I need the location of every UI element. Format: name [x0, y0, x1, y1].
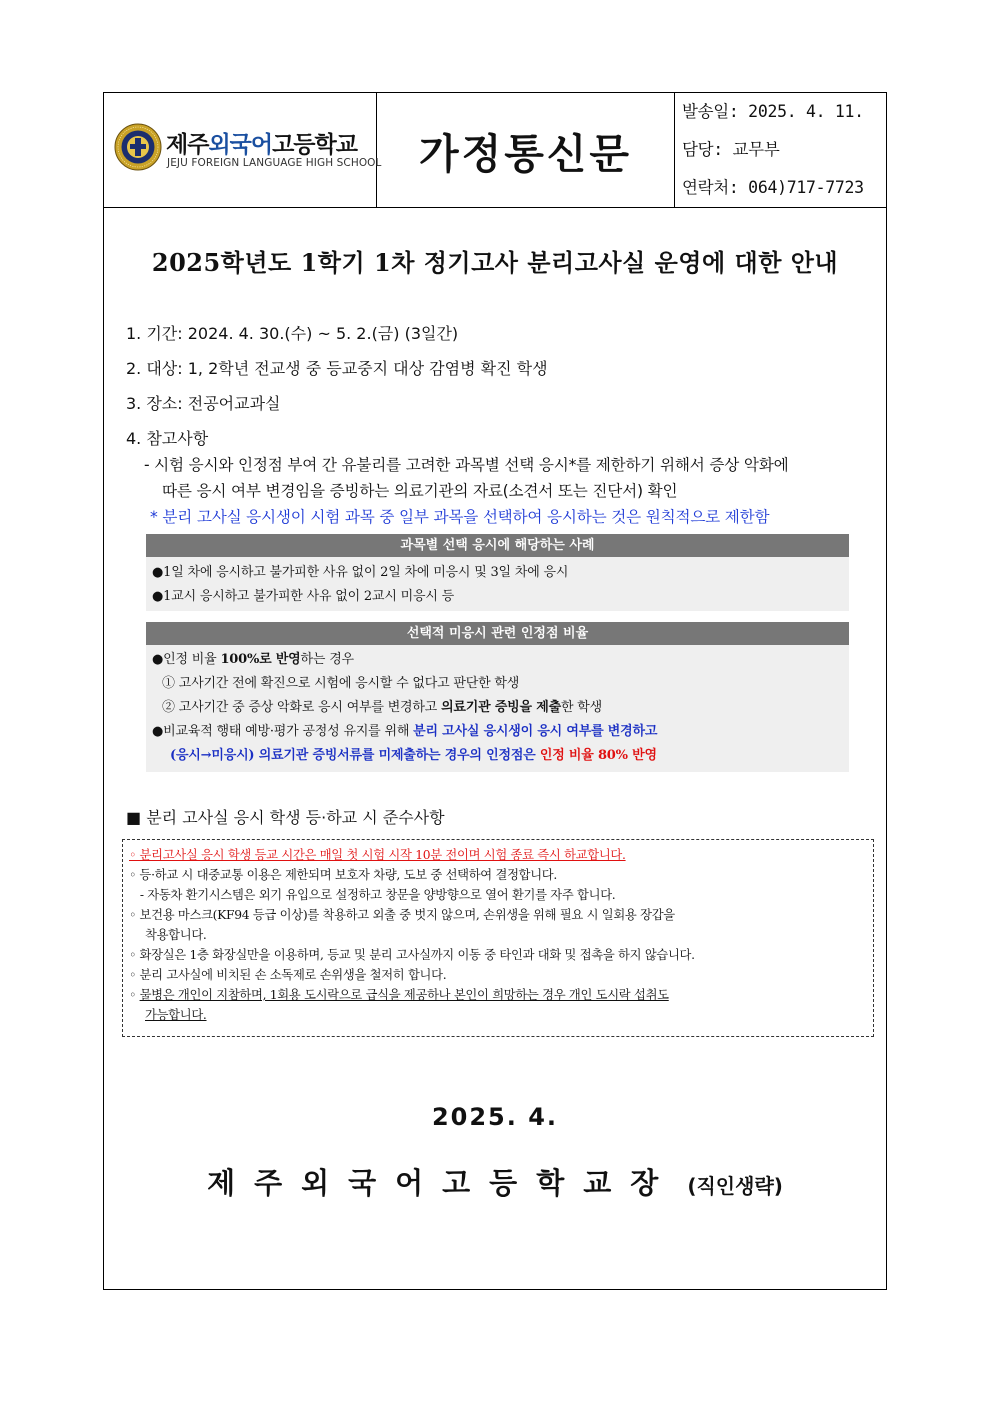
case-line: ●1일 차에 응시하고 불가피한 사유 없이 2일 차에 미응시 및 3일 차에 응시	[152, 565, 569, 580]
item-period: 1. 기간: 2024. 4. 30.(수) ~ 5. 2.(금) (3일간)	[126, 324, 459, 343]
rule-line: ◦ 분리 고사실에 비치된 손 소독제로 손위생을 철저히 합니다.	[129, 968, 447, 982]
box-heading: 과목별 선택 응시에 해당하는 사례	[146, 534, 849, 557]
note-footnote: * 분리 고사실 응시생이 시험 과목 중 일부 과목을 선택하여 응시하는 것은 원칙적으로 제한함	[150, 508, 770, 526]
principal-signature: 제주외국어고등학교장 (직인생략)	[207, 1166, 783, 1200]
rule-line: ◦ 등·하교 시 대중교통 이용은 제한되며 보호자 차량, 도보 중 선택하여 결정합니다.	[129, 868, 557, 882]
item-notes-heading: 4. 참고사항	[126, 429, 209, 448]
contact-number: 연락처: 064)717-7723	[682, 178, 864, 197]
issue-date: 2025. 4.	[431, 1103, 559, 1131]
rule-line: ◦ 화장실은 1층 화장실만을 이용하며, 등교 및 분리 고사실까지 이동 중 타인과 대화 및 접촉을 하지 않습니다.	[129, 948, 695, 962]
case-line: ●1교시 응시하고 불가피한 사유 없이 2교시 미응시 등	[152, 589, 454, 604]
notice-info	[675, 93, 886, 207]
rule-line: 착용합니다.	[145, 928, 207, 942]
school-name: 제주외국어고등학교	[166, 132, 357, 158]
rules-box	[122, 839, 874, 1037]
notice-header	[104, 93, 886, 208]
note-line-2: 따른 응시 여부 변경임을 증빙하는 의료기관의 자료(소견서 또는 진단서) 확인	[162, 482, 678, 500]
notice-frame	[103, 92, 887, 1290]
ratio-line: ●비교육적 행태 예방·평가 공정성 유지를 위해 분리 고사실 응시생이 응시 여부를 변경하고	[152, 724, 658, 739]
ratio-line: ●인정 비율 100%로 반영하는 경우	[152, 652, 354, 667]
notice-title-cell	[377, 93, 675, 207]
department: 담당: 교무부	[682, 140, 780, 159]
rule-line: - 자동차 환기시스템은 외기 유입으로 설정하고 창문을 양방향으로 열어 환기를 자주 합니다.	[129, 888, 616, 902]
notice-title: 가정통신문	[418, 129, 633, 178]
school-emblem-icon	[114, 123, 162, 171]
rule-line: ◦ 물병은 개인이 지참하며, 1회용 도시락으로 급식을 제공하나 본인이 희망하는 경우 개인 도시락 섭취도	[129, 988, 669, 1002]
sent-date: 발송일: 2025. 4. 11.	[682, 102, 864, 121]
school-name-english: JEJU FOREIGN LANGUAGE HIGH SCHOOL	[167, 157, 382, 169]
rules-heading: ■ 분리 고사실 응시 학생 등·하교 시 준수사항	[126, 808, 445, 827]
selective-exam-cases-box	[146, 534, 849, 611]
school-logo-block	[104, 93, 382, 207]
ratio-line: ① 고사기간 전에 확진으로 시험에 응시할 수 없다고 판단한 학생	[162, 676, 520, 691]
ratio-line: ② 고사기간 중 증상 악화로 응시 여부를 변경하고 의료기관 증빙을 제출한 학생	[162, 700, 602, 715]
ratio-line: (응시→미응시) 의료기관 증빙서류를 미제출하는 경우의 인정점은 인정 비율 80% 반영	[170, 748, 657, 763]
item-target: 2. 대상: 1, 2학년 전교생 중 등교중지 대상 감염병 확진 학생	[126, 359, 548, 378]
rule-line: ◦ 분리고사실 응시 학생 등교 시간은 매일 첫 시험 시작 10분 전이며 시험 종료 즉시 하교합니다.	[129, 848, 626, 862]
rule-line: ◦ 보건용 마스크(KF94 등급 이상)를 착용하고 외출 중 벗지 않으며, 손위생을 위해 필요 시 일회용 장갑을	[129, 908, 675, 922]
document-title: 2025학년도 1학기 1차 정기고사 분리고사실 운영에 대한 안내	[151, 248, 839, 277]
box-heading: 선택적 미응시 관련 인정점 비율	[146, 622, 849, 645]
note-line-1: - 시험 응시와 인정점 부여 간 유불리를 고려한 과목별 선택 응시*를 제한하기 위해서 증상 악화에	[144, 456, 789, 474]
recognition-ratio-box	[146, 622, 849, 772]
rule-line: 가능합니다.	[145, 1008, 207, 1022]
item-place: 3. 장소: 전공어교과실	[126, 394, 281, 413]
